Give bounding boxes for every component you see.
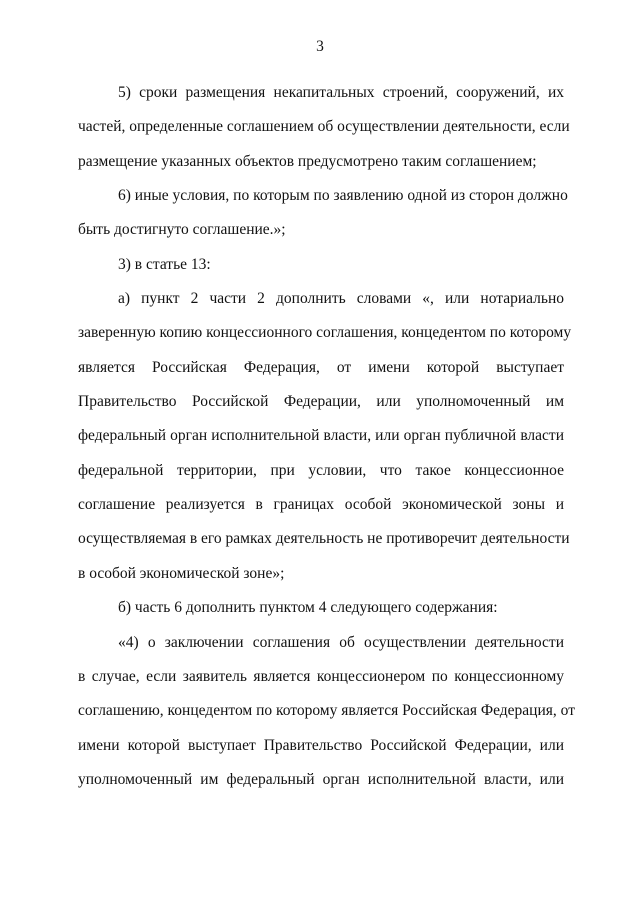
text-line: «4) о заключении соглашения об осуществлении деятельности (118, 633, 564, 651)
text-line: Правительство Российской Федерации, или уполномоченный им (78, 393, 564, 411)
text-line: заверенную копию концессионного соглашения, концедентом по которому (78, 324, 572, 342)
text-line: б) часть 6 дополнить пунктом 4 следующего содержания: (118, 599, 498, 617)
text-line: федеральный орган исполнительной власти, или орган публичной власти (78, 427, 564, 445)
text-line: соглашению, концедентом по которому является Российская Федерация, от (78, 702, 575, 720)
text-line: соглашение реализуется в границах особой экономической зоны и (78, 496, 564, 514)
text-line: является Российская Федерация, от имени которой выступает (78, 358, 564, 376)
text-line: имени которой выступает Правительство Российской Федерации, или (78, 736, 564, 754)
page-number: 3 (316, 38, 324, 55)
text-line: в случае, если заявитель является концессионером по концессионному (78, 667, 564, 685)
text-line: в особой экономической зоне»; (78, 564, 285, 582)
text-line: уполномоченный им федеральный орган исполнительной власти, или (78, 770, 564, 788)
text-line: 3) в статье 13: (118, 255, 211, 273)
document-body (78, 76, 575, 797)
text-line: осуществляемая в его рамках деятельность не противоречит деятельности (78, 530, 570, 548)
text-line: а) пункт 2 части 2 дополнить словами «, или нотариально (118, 290, 564, 308)
text-line: 5) сроки размещения некапитальных строений, сооружений, их (118, 84, 564, 101)
text-line: размещение указанных объектов предусмотрено таким соглашением; (78, 152, 537, 170)
text-line: частей, определенные соглашением об осуществлении деятельности, если (78, 118, 570, 136)
text-line: быть достигнуто соглашение.»; (78, 221, 286, 239)
text-line: федеральной территории, при условии, что такое концессионное (78, 461, 564, 479)
text-line: 6) иные условия, по которым по заявлению одной из сторон должно (118, 187, 568, 205)
